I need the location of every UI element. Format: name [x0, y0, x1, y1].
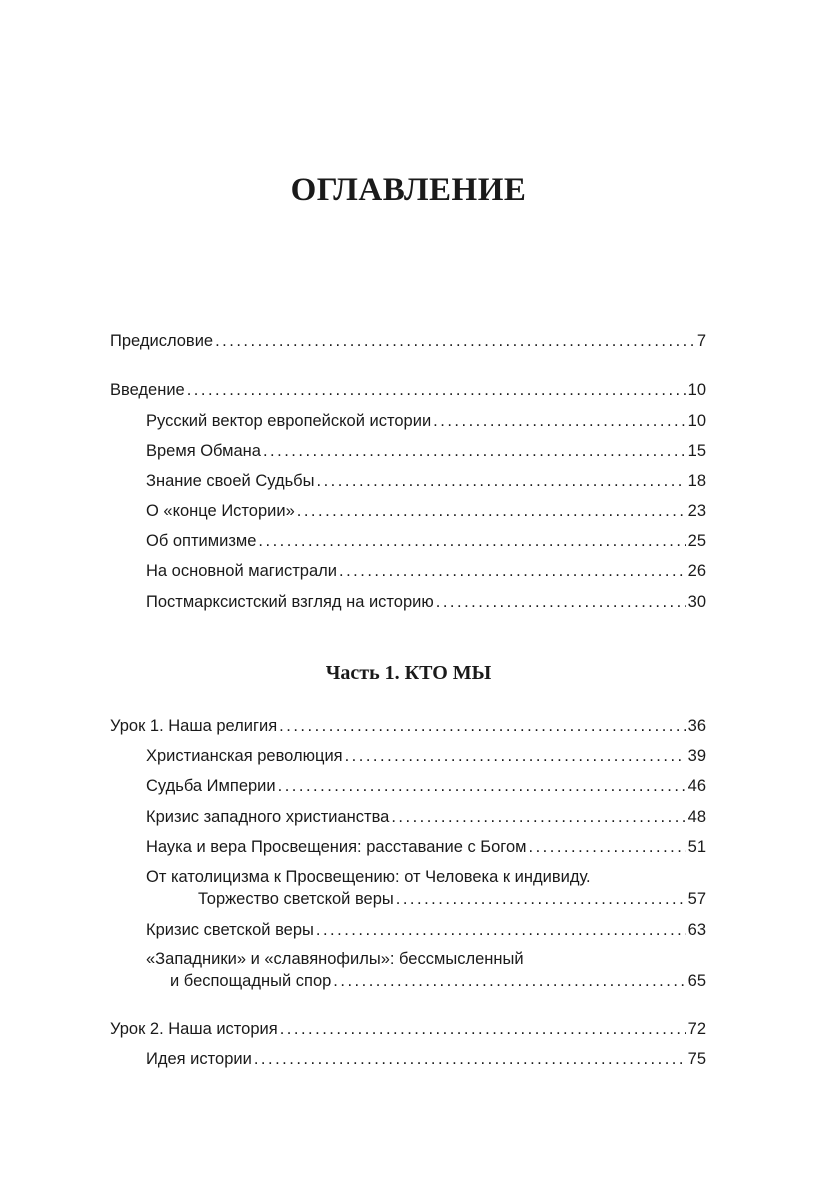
dot-leader	[333, 970, 685, 992]
toc-entry[interactable]	[170, 970, 706, 992]
toc-page-number: 72	[687, 1020, 706, 1038]
toc-page-number: 23	[687, 502, 706, 520]
toc-page-number: 18	[687, 472, 706, 490]
toc-entry[interactable]	[146, 500, 706, 522]
dot-leader	[278, 775, 686, 797]
toc-entry-title: Об оптимизме	[146, 532, 257, 550]
toc-entry[interactable]	[146, 836, 706, 858]
toc-entry-title: Кризис западного христианства	[146, 808, 390, 826]
toc-entry[interactable]	[146, 775, 706, 797]
toc-entry[interactable]	[146, 1048, 706, 1070]
toc-entry-title: Христианская революция	[146, 747, 343, 765]
dot-leader	[396, 888, 686, 910]
toc-page-number: 10	[687, 381, 706, 399]
toc-entry[interactable]	[146, 560, 706, 582]
toc-entry-title: Наука и вера Просвещения: расставание с Богом	[146, 838, 527, 856]
toc-entry-title-line-1[interactable]: «Западники» и «славянофилы»: бессмысленный	[146, 950, 524, 968]
dot-leader	[280, 1018, 686, 1040]
toc-page-number: 25	[687, 532, 706, 550]
toc-entry[interactable]	[198, 888, 706, 910]
toc-entry[interactable]	[146, 745, 706, 767]
dot-leader	[391, 806, 685, 828]
toc-entry[interactable]	[146, 591, 706, 613]
toc-entry-title-continuation: и беспощадный спор	[170, 972, 332, 990]
toc-page-number: 30	[687, 593, 706, 611]
dot-leader	[433, 410, 685, 432]
part-heading: Часть 1. КТО МЫ	[325, 662, 492, 684]
toc-entry-lesson-1[interactable]	[110, 715, 706, 737]
toc-entry[interactable]	[146, 410, 706, 432]
toc-entry-title: О «конце Истории»	[146, 502, 295, 520]
toc-entry-title: Судьба Империи	[146, 777, 276, 795]
toc-entry[interactable]	[146, 470, 706, 492]
page-title: ОГЛАВЛЕНИЕ	[290, 172, 527, 208]
toc-page-number: 7	[696, 332, 706, 350]
dot-leader	[316, 919, 686, 941]
toc-page-number: 51	[687, 838, 706, 856]
dot-leader	[316, 470, 685, 492]
toc-entry-title: Кризис светской веры	[146, 921, 314, 939]
toc-page-number: 48	[687, 808, 706, 826]
toc-entry[interactable]	[146, 806, 706, 828]
dot-leader	[258, 530, 685, 552]
toc-entry[interactable]	[146, 530, 706, 552]
toc-entry-title: Предисловие	[110, 332, 214, 350]
toc-entry-title: Постмарксистский взгляд на историю	[146, 593, 434, 611]
toc-entry-title: Идея истории	[146, 1050, 252, 1068]
toc-entry-title-continuation: Торжество светской веры	[198, 890, 394, 908]
dot-leader	[528, 836, 685, 858]
toc-entry[interactable]	[146, 440, 706, 462]
toc-entry-title: На основной магистрали	[146, 562, 338, 580]
toc-entry-title-line-1[interactable]: От католицизма к Просвещению: от Человека к индивиду.	[146, 868, 591, 886]
toc-page-number: 36	[687, 717, 706, 735]
dot-leader	[297, 500, 686, 522]
toc-page-number: 75	[687, 1050, 706, 1068]
dot-leader	[345, 745, 686, 767]
toc-page-number: 65	[687, 972, 706, 990]
dot-leader	[263, 440, 686, 462]
toc-entry[interactable]	[146, 919, 706, 941]
toc-page-number: 26	[687, 562, 706, 580]
toc-entry-preface[interactable]	[110, 330, 706, 352]
dot-leader	[436, 591, 686, 613]
toc-page-number: 63	[687, 921, 706, 939]
toc-entry-introduction[interactable]	[110, 379, 706, 401]
toc-entry-title: Введение	[110, 381, 185, 399]
toc-entry-title: Русский вектор европейской истории	[146, 412, 432, 430]
toc-entry-title: Урок 2. Наша история	[110, 1020, 278, 1038]
dot-leader	[339, 560, 686, 582]
toc-page-number: 10	[687, 412, 706, 430]
dot-leader	[215, 330, 695, 352]
toc-page-number: 39	[687, 747, 706, 765]
toc-page-number: 15	[687, 442, 706, 460]
toc-page-number: 46	[687, 777, 706, 795]
toc-entry-title: Урок 1. Наша религия	[110, 717, 278, 735]
toc-entry-lesson-2[interactable]	[110, 1018, 706, 1040]
dot-leader	[187, 379, 686, 401]
toc-entry-title: Время Обмана	[146, 442, 261, 460]
toc-page-number: 57	[687, 890, 706, 908]
toc-entry-title: Знание своей Судьбы	[146, 472, 315, 490]
dot-leader	[279, 715, 685, 737]
dot-leader	[254, 1048, 686, 1070]
